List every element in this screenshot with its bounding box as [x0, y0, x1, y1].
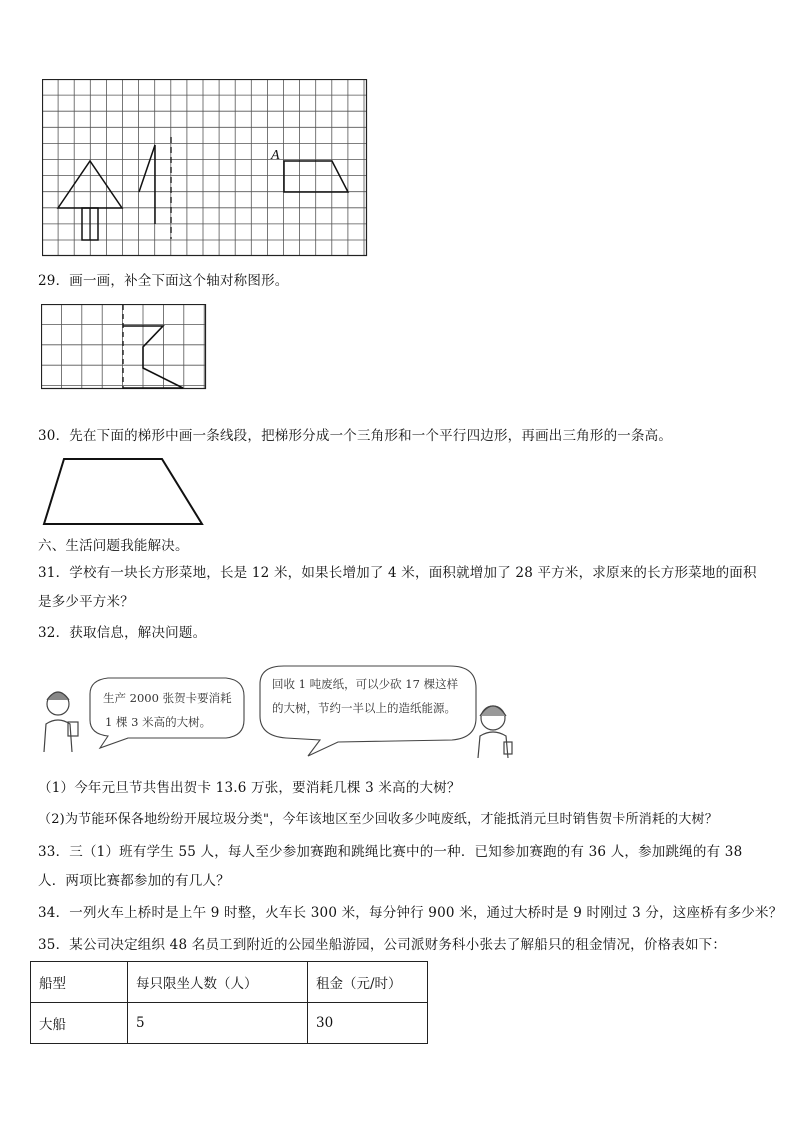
table-header-row	[31, 962, 428, 1003]
question-33-cont: 人．两项比赛都参加的有几人？	[38, 873, 230, 889]
question-29: 29．画一画，补全下面这个轴对称图形。	[38, 273, 289, 289]
question-30: 30．先在下面的梯形中画一条线段，把梯形分成一个三角形和一个平行四边形，再画出三角形的一条高。	[38, 428, 673, 444]
table-cell: 5	[128, 1003, 308, 1044]
section-title: 六、生活问题我能解决。	[38, 538, 189, 554]
question-35: 35．某公司决定组织 48 名员工到附近的公园坐船游园，公司派财务科小张去了解船只的租金情况，价格表如下：	[38, 937, 727, 953]
grid-figure-1	[42, 79, 368, 259]
question-32-2: （2)为节能环保各地纷纷开展垃圾分类"，今年该地区至少回收多少吨废纸，才能抵消元旦时销售贺卡所消耗的大树？	[38, 812, 718, 827]
table-cell: 30	[308, 1003, 428, 1044]
price-table	[30, 961, 428, 1044]
header-cell: 租金（元/时）	[308, 962, 428, 1003]
half-shape	[139, 145, 155, 192]
question-33: 33．三（1）班有学生 55 人，每人至少参加赛跑和跳绳比赛中的一种．已知参加赛跑的有 36 人，参加跳绳的有 38	[38, 844, 743, 860]
bubble-left-line2: 1 棵 3 米高的大树。	[105, 715, 212, 729]
grid-figure-2	[41, 304, 207, 390]
bubble-right-line1: 回收 1 吨废纸，可以少砍 17 棵这样	[272, 677, 459, 691]
boy-figure	[44, 692, 78, 752]
table-cell: 大船	[31, 1003, 128, 1044]
speech-bubble-left	[90, 678, 244, 748]
header-cell: 船型	[31, 962, 128, 1003]
table-row	[31, 1003, 428, 1044]
girl-figure	[478, 706, 512, 758]
question-32-1: （1）今年元旦节共售出贺卡 13.6 万张，要消耗几棵 3 米高的大树？	[38, 780, 461, 796]
half-shape	[123, 326, 183, 388]
question-31: 31．学校有一块长方形菜地，长是 12 米，如果长增加了 4 米，面积就增加了 28 平方米，求原来的长方形菜地的面积	[38, 565, 757, 581]
point-label-a: A	[271, 148, 280, 163]
trapezoid-figure	[40, 455, 206, 529]
bubble-left-line1: 生产 2000 张贺卡要消耗	[103, 691, 232, 705]
question-31-cont: 是多少平方米？	[38, 594, 134, 610]
question-32: 32．获取信息，解决问题。	[38, 625, 207, 641]
header-cell: 每只限坐人数（人）	[128, 962, 308, 1003]
question-34: 34．一列火车上桥时是上午 9 时整，火车长 300 米，每分钟行 900 米，通过大桥时是 9 时刚过 3 分，这座桥有多少米？	[38, 905, 783, 921]
bubble-right-line2: 的大树，节约一半以上的造纸能源。	[272, 701, 456, 715]
